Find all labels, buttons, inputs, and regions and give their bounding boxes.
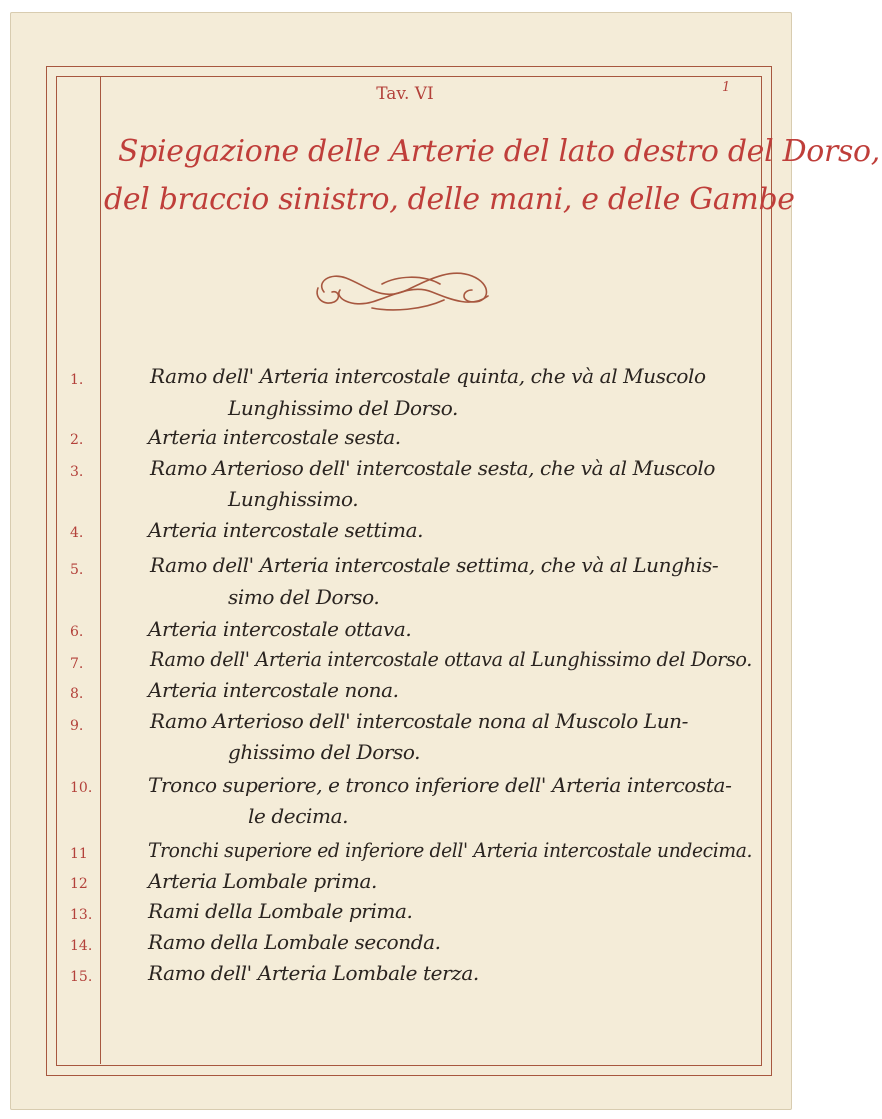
entry-number: 14.: [70, 938, 93, 954]
entry-text: Ramo dell' Arteria intercostale settima, che và al Lunghis-: [150, 553, 719, 577]
entry-number: 15.: [70, 969, 93, 985]
entry-number: 11: [70, 846, 88, 862]
entry-text: Ramo della Lombale seconda.: [148, 930, 441, 954]
entry-text: Arteria intercostale sesta.: [148, 425, 401, 449]
entry-number: 6.: [70, 624, 84, 640]
entry-text: le decima.: [248, 804, 349, 828]
entry-text: Rami della Lombale prima.: [148, 899, 413, 923]
page-number: 1: [722, 80, 731, 95]
entry-text: ghissimo del Dorso.: [228, 740, 421, 764]
plate-label: Tav. VI: [376, 84, 434, 104]
title-line-2: del braccio sinistro, delle mani, e delle Gambe: [104, 182, 795, 217]
entry-text: Ramo Arterioso dell' intercostale sesta, che và al Muscolo: [150, 456, 716, 480]
entry-text: Arteria Lombale prima.: [148, 869, 377, 893]
entry-number: 8.: [70, 686, 84, 702]
entry-number: 10.: [70, 780, 93, 796]
entry-text: Arteria intercostale nona.: [148, 678, 399, 702]
entry-text: Arteria intercostale settima.: [148, 518, 424, 542]
entry-number: 1.: [70, 372, 84, 388]
entry-number: 3.: [70, 464, 84, 480]
entry-text: Lunghissimo del Dorso.: [228, 396, 458, 420]
entry-number: 7.: [70, 656, 84, 672]
entry-number: 9.: [70, 718, 84, 734]
title-line-1: Spiegazione delle Arterie del lato destro del Dorso,: [117, 134, 880, 169]
entry-text: simo del Dorso.: [228, 585, 380, 609]
entry-text: Ramo Arterioso dell' intercostale nona al Muscolo Lun-: [150, 709, 689, 733]
entry-number: 2.: [70, 432, 84, 448]
entry-text: Ramo dell' Arteria intercostale quinta, che và al Muscolo: [150, 364, 706, 388]
entry-text: Ramo dell' Arteria intercostale ottava al Lunghissimo del Dorso.: [150, 647, 752, 671]
entry-text: Ramo dell' Arteria Lombale terza.: [148, 961, 479, 985]
entry-text: Lunghissimo.: [228, 487, 359, 511]
entry-text: Tronco superiore, e tronco inferiore dell' Arteria intercosta-: [148, 773, 732, 797]
entry-text: Arteria intercostale ottava.: [148, 617, 412, 641]
entry-number: 5.: [70, 562, 84, 578]
entry-number: 12: [70, 876, 88, 892]
entry-text: Tronchi superiore ed inferiore dell' Arteria intercostale undecima.: [148, 838, 753, 862]
entry-number: 13.: [70, 907, 93, 923]
entry-number: 4.: [70, 525, 84, 541]
